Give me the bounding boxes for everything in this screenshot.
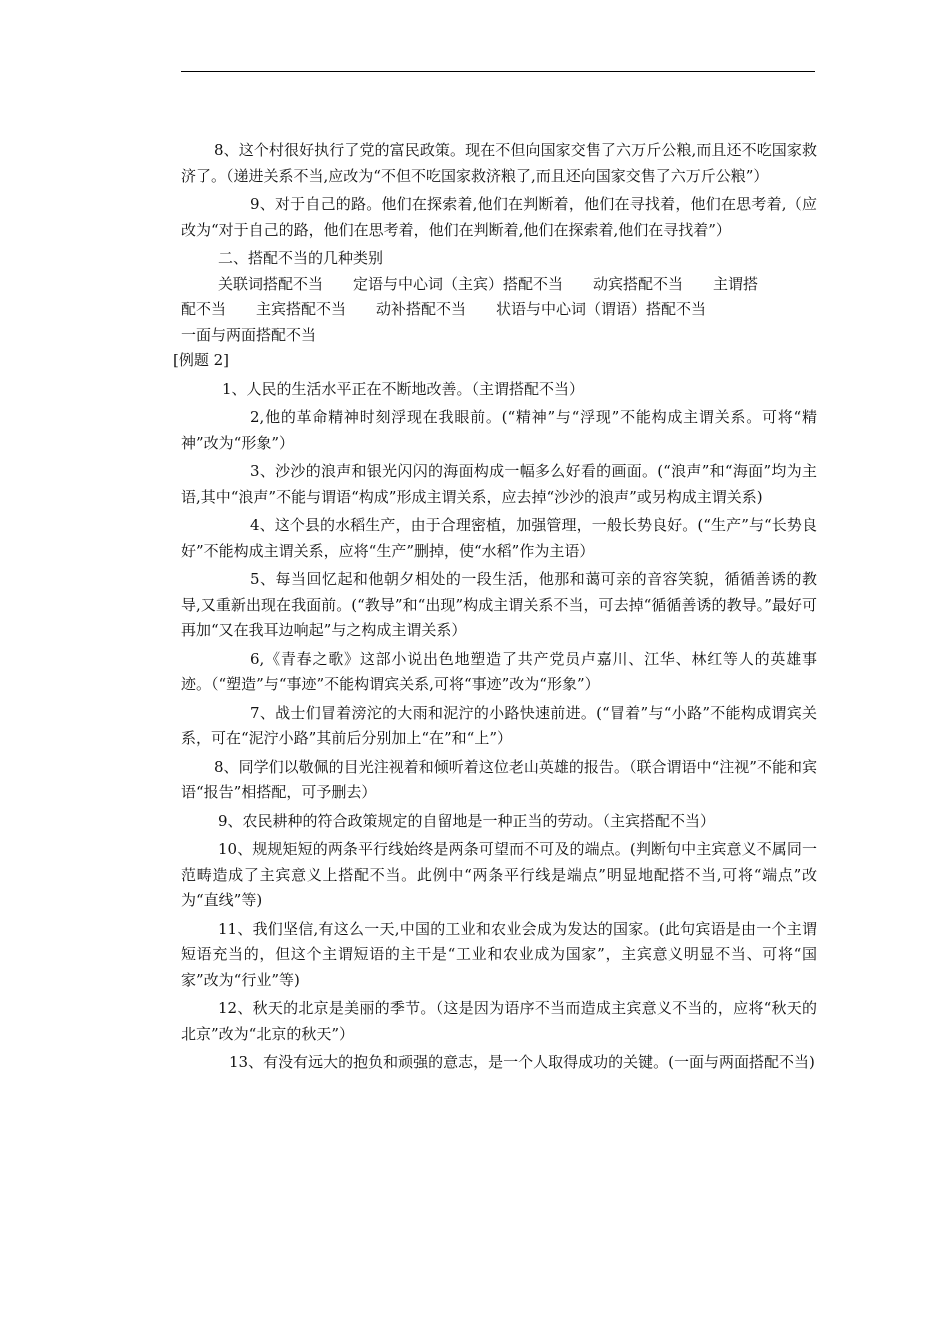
category-line-3: 一面与两面搭配不当	[181, 325, 317, 344]
example-4: 4、这个县的水稻生产，由于合理密植，加强管理，一般长势良好。(“生产”与“长势良好”不能构成主谓关系，应将“生产”删掉，使“水稻”作为主语）	[181, 516, 817, 560]
example-label: [例题 2]	[173, 351, 230, 369]
example-9: 9、农民耕种的符合政策规定的自留地是一种正当的劳动。（主宾搭配不当）	[218, 811, 716, 830]
document-body	[173, 138, 817, 1076]
example-8: 8、同学们以敬佩的目光注视着和倾听着这位老山英雄的报告。（联合谓语中“注视”不能和宾语“报告”相搭配，可予删去）	[181, 757, 817, 801]
example-7: 7、战士们冒着滂沱的大雨和泥泞的小路快速前进。(“冒着”与“小路”不能构成谓宾关系，可在“泥泞小路”其前后分别加上“在”和“上”）	[181, 703, 817, 747]
example-12: 12、秋天的北京是美丽的季节。（这是因为语序不当而造成主宾意义不当的，应将“秋天的北京”改为“北京的秋天”）	[181, 999, 817, 1043]
example-11: 11、我们坚信,有这么一天,中国的工业和农业会成为发达的国家。(此句宾语是由一个主谓短语充当的，但这个主谓短语的主干是“工业和农业成为国家”，主宾意义明显不当、可将“国家”改为“行业”等)	[181, 919, 817, 989]
example-10: 10、规规矩短的两条平行线始终是两条可望而不可及的端点。(判断句中主宾意义不属同一范畴造成了主宾意义上搭配不当。此例中“两条平行线是端点”明显地配搭不当,可将“端点”改为“直线”等)	[181, 840, 817, 909]
header-rule	[181, 71, 815, 72]
example-6: 6,《青春之歌》这部小说出色地塑造了共产党员卢嘉川、江华、林红等人的英雄事迹。（“塑造”与“事迹”不能构谓宾关系,可将“事迹”改为“形象”）	[181, 649, 817, 693]
paragraph-item-8: 8、这个村很好执行了党的富民政策。现在不但向国家交售了六万斤公粮,而且还不吃国家救济了。（递进关系不当,应改为“不但不吃国家救济粮了,而且还向国家交售了六万斤公粮”）	[181, 141, 817, 185]
category-line-2: 配不当 主宾搭配不当 动补搭配不当 状语与中心词（谓语）搭配不当	[181, 300, 707, 318]
category-line-1: 关联词搭配不当 定语与中心词（主宾）搭配不当 动宾搭配不当 主谓搭	[218, 274, 759, 293]
example-5: 5、每当回忆起和他朝夕相处的一段生活，他那和蔼可亲的音容笑貌，循循善诱的教导,又重新出现在我面前。(“教导”和“出现”构成主谓关系不当，可去掉“循循善诱的教导。”最好可再加“又在我耳边响起”与之构成主谓关系）	[181, 570, 817, 639]
example-13: 13、有没有远大的抱负和顽强的意志，是一个人取得成功的关键。(一面与两面搭配不当)	[229, 1053, 815, 1071]
example-1: 1、人民的生活水平正在不断地改善。（主谓搭配不当）	[222, 379, 585, 398]
paragraph-item-9: 9、对于自己的路。他们在探索着,他们在判断着，他们在寻找着，他们在思考着,（应改为“对于自己的路，他们在思考着，他们在判断着,他们在探索着,他们在寻找着”）	[181, 195, 817, 239]
example-3: 3、沙沙的浪声和银光闪闪的海面构成一幅多么好看的画面。(“浪声”和“海面”均为主语,其中“浪声”不能与谓语“构成”形成主谓关系，应去掉“沙沙的浪声”或另构成主谓关系)	[181, 462, 817, 506]
section-heading: 二、搭配不当的几种类别	[218, 249, 384, 267]
example-2: 2,他的革命精神时刻浮现在我眼前。(“精神”与“浮现”不能构成主谓关系。可将“精神”改为“形象”）	[181, 408, 817, 452]
